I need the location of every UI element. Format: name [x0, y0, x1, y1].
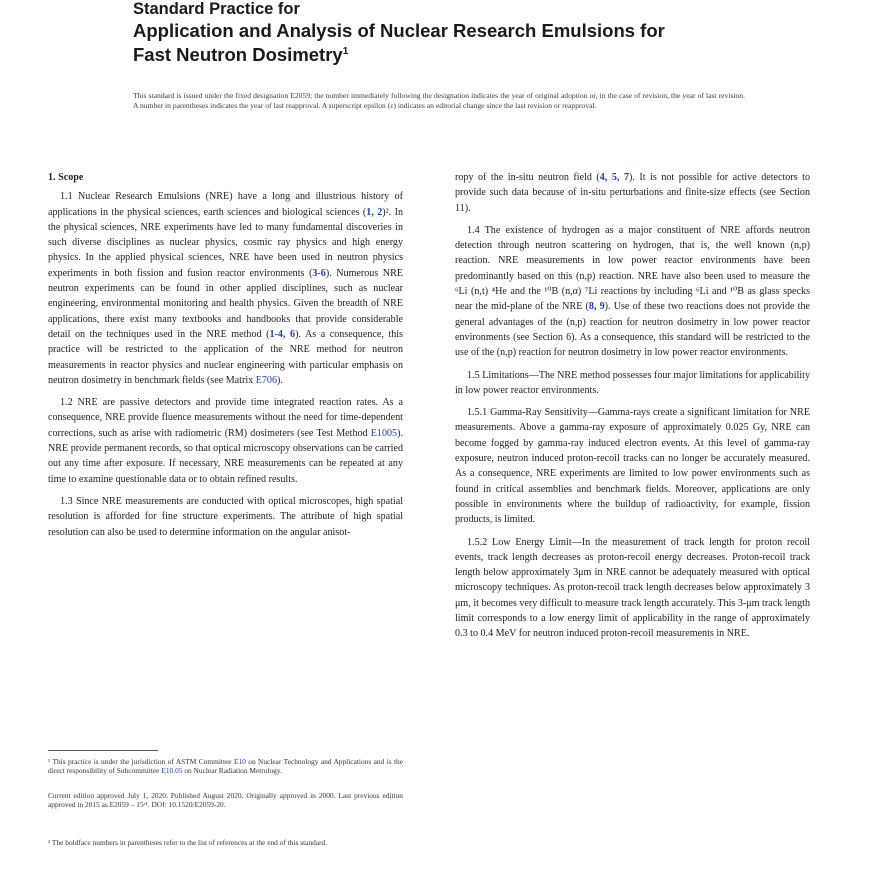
text: on Nuclear Radiation Metrology.: [182, 765, 282, 775]
title-line-3-text: Fast Neutron Dosimetry: [133, 44, 343, 65]
paragraph-1-4: [455, 223, 810, 361]
footnote-2: ² The boldface numbers in parentheses refer to the list of references at the end of this standard.: [48, 838, 328, 847]
footnote-edition: Current edition approved July 1, 2020. Published August 2020. Originally approved in 2000. Last previous edition approved in 2015 as E2059 – 15ᵉ¹. DOI: 10.1520/E2059-20.: [48, 791, 403, 809]
text: )². In the physical sciences, NRE experiments have led to many fundamental discoveries in such diverse disciplines as nuclear physics, cosmic ray physics and high energy physics. In the applied physical sciences, NRE have been used in neutron physics experiments in both fission and fusion reactor environments (: [48, 206, 403, 279]
text: ). Numerous NRE neutron experiments can be found in other applied disciplines, such as nuclear engineering, environmental monitoring and health physics. Given the breadth of NRE applications, there exist many textbooks and handbooks that provide considerable detail on the techniques used in the NRE method (: [48, 267, 403, 340]
title-line-3: [133, 44, 348, 66]
committee-link-e10[interactable]: E10: [233, 757, 246, 766]
paragraph-1-1: [48, 189, 403, 388]
paragraph-1-2: [48, 395, 403, 487]
text: ). As a consequence, this practice will be restricted to the application of the NRE method for neutron measurements in reactor physics and nuclear engineering with particular emphasis on neutron dosimetry in benchmark fields (see Matrix: [48, 328, 403, 386]
standard-link-e1005[interactable]: E1005: [370, 427, 398, 439]
reference-link[interactable]: 3-6: [312, 267, 326, 279]
text: 1.1 Nuclear Research Emulsions (NRE) have a long and illustrious history of applications in the physical sciences, earth sciences and biological sciences (: [48, 191, 403, 218]
footnote-divider: [48, 750, 158, 751]
paragraph-1-5: 1.5 Limitations—The NRE method possesses four major limitations for applicability in low power reactor environments.: [455, 369, 810, 396]
text: 1.2 NRE are passive detectors and provide time integrated reaction rates. As a consequence, NRE provide fluence measurements without the need for time-dependent corrections, such as arise with radiometric (RM) dosimeters (see Test Method: [48, 397, 403, 439]
footnote-1: [48, 758, 403, 776]
paragraph-1-3: 1.3 Since NRE measurements are conducted with optical microscopes, high spatial resolution is afforded for fine structure experiments. The attribute of high spatial resolution can also be used to determine information on the angular anisot-: [48, 495, 403, 538]
title-footnote-mark: 1: [342, 45, 349, 57]
text: ¹ This practice is under the jurisdiction of ASTM Committee: [48, 757, 234, 766]
left-column: [48, 170, 403, 547]
subcommittee-link-e10-05[interactable]: E10.05: [161, 765, 183, 775]
title-line-2: Application and Analysis of Nuclear Research Emulsions for: [133, 20, 665, 41]
text: ). NRE provide permanent records, so that optical microscopy observations can be carried out any time after exposure. If necessary, NRE measurements can be repeated at any time to examine questionable data or to obtain refined results.: [48, 427, 403, 485]
text: ). Use of these two reactions does not provide the general advantages of the (n,p) reaction for neutron dosimetry in low power reactor environments (see Section 6). As a consequence, this standard will be restricted to the use of the (n,p) reaction for neutron dosimetry in low power reactor environments.: [455, 301, 810, 359]
paragraph-1-5-2: 1.5.2 Low Energy Limit—In the measurement of track length for proton recoil events, track length decreases as proton-recoil energy decreases. Proton-recoil track length below approximately 3μm in NRE cannot be adequately measured with optical microscopy techniques. As proton-recoil track length decreases below approximately 3 μm, it becomes very difficult to measure track length accurately. This 3-μm track length limit corresponds to a low energy limit of applicability in the range of approximately 0.3 to 0.4 MeV for neutron induced proton-recoil measurements in NRE.: [455, 536, 810, 640]
text: on Nuclear Technology and Applications and is the direct responsibility of Subcommittee: [48, 757, 403, 775]
reference-link[interactable]: 1-4, 6: [269, 328, 296, 340]
paragraph-1-3-continued: [455, 170, 810, 216]
text: ropy of the in-situ neutron field (: [455, 172, 600, 183]
title-line-1: Standard Practice for: [133, 0, 300, 18]
paragraph-1-5-1: 1.5.1 Gamma-Ray Sensitivity—Gamma-rays create a significant limitation for NRE measurements. Above a gamma-ray exposure of approximately 0.025 Gy, NRE can become fogged by gamma-ray induced electron events. At this level of gamma-ray exposure, neutron induced proton-recoil tracks can no longer be accurately measured. As a consequence, NRE experiments are limited to low power environments such as found in critical assemblies and benchmark fields. Moreover, applications are only possible in environments where the buildup of radioactivity, for example, fission products, is limited.: [455, 407, 810, 526]
text: ).: [277, 374, 283, 386]
reference-link[interactable]: 8, 9: [588, 301, 605, 313]
standard-link-e706[interactable]: E706: [255, 374, 278, 386]
text: ). It is not possible for active detectors to provide such data because of in-situ perturbations and finite-size effects (see Section 11).: [455, 172, 811, 214]
reference-link[interactable]: 4, 5, 7: [599, 172, 630, 183]
standard-designation-note: This standard is issued under the fixed designation E2059; the number immediately following the designation indicates the year of original adoption or, in the case of revision, the year of last revision. A number in parentheses indicates the year of last reapproval. A superscript epsilon (ε) indicates an editorial change since the last revision or reapproval.: [133, 91, 745, 110]
section-heading-scope: 1. Scope: [48, 172, 84, 183]
reference-link[interactable]: 1, 2: [366, 206, 383, 218]
right-column: [455, 170, 810, 649]
text: 1.4 The existence of hydrogen as a major constituent of NRE affords neutron detection through neutron scattering on hydrogen, that is, the well known (n,p) reaction. NRE measurements in low power reactor environments have been predominantly based on this (n,p) reaction. NRE have also been used to measure the ⁶Li (n,t) ⁴He and the ¹⁰B (n,α) ⁷Li reactions by including ⁶Li and ¹⁰B as glass specks near the mid-plane of the NRE (: [455, 224, 810, 313]
